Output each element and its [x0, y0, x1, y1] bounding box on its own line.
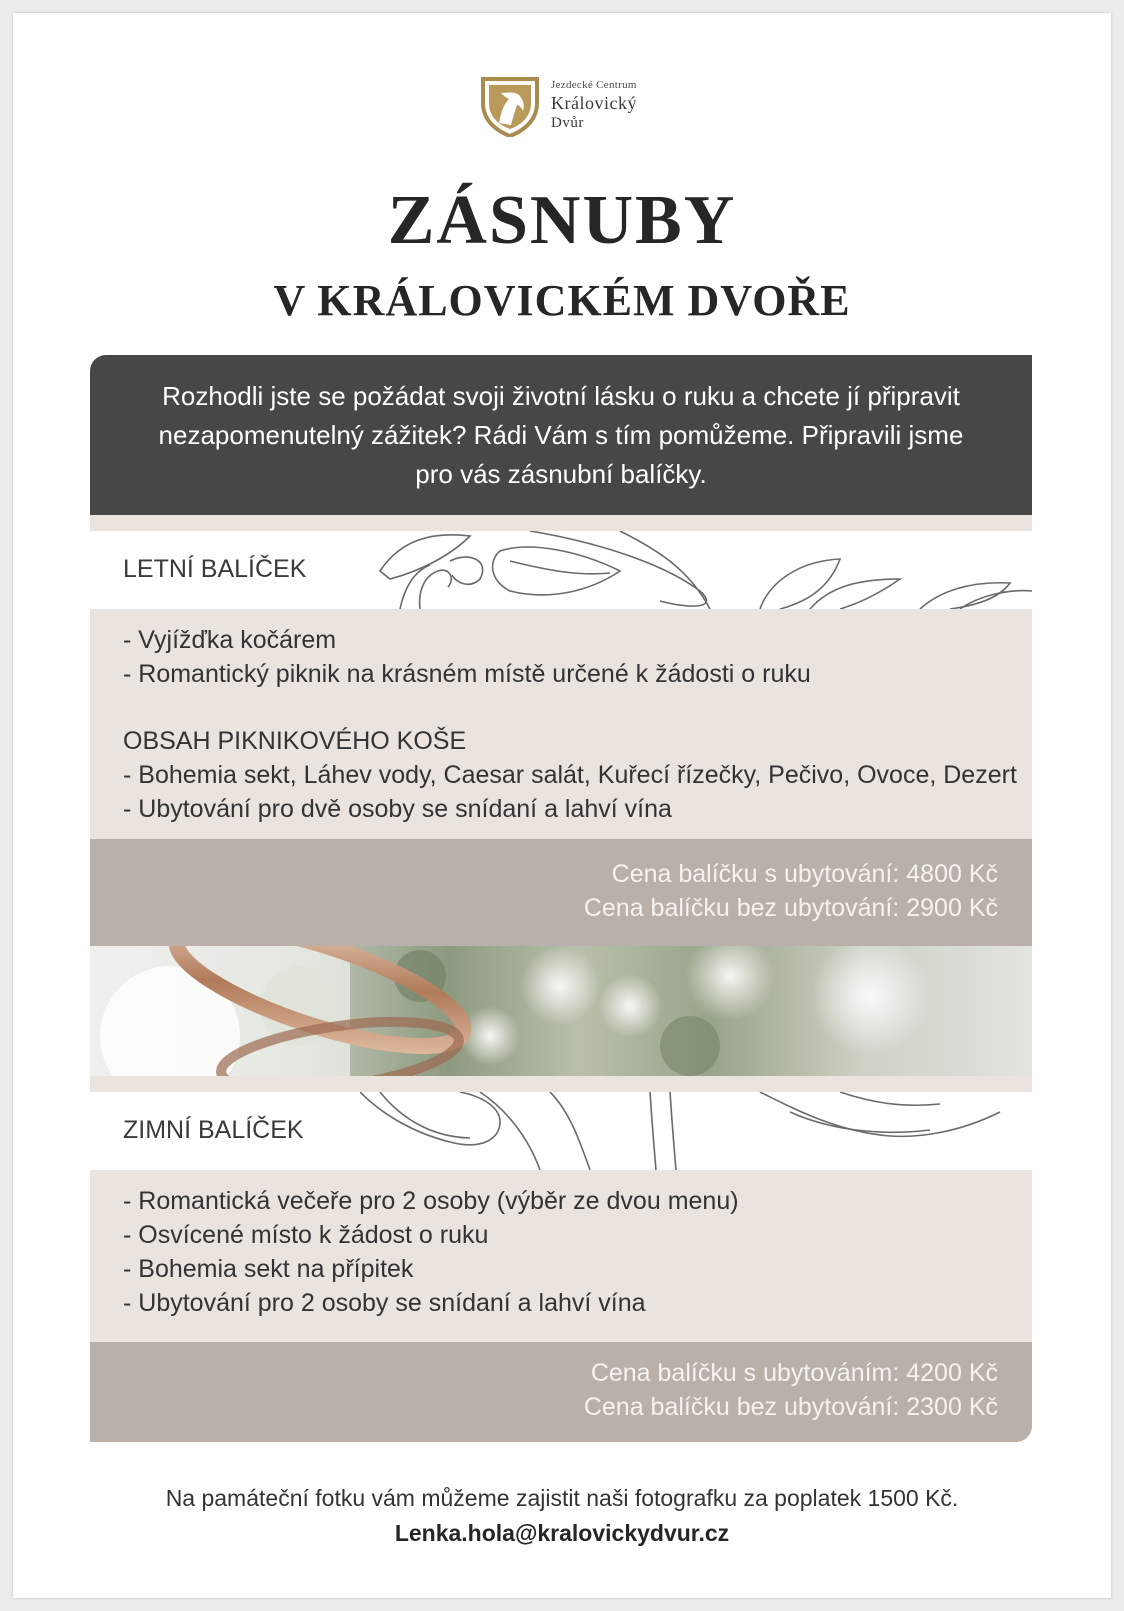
winter-header: [90, 1092, 1032, 1170]
band-spacer: [90, 515, 1032, 531]
floral-sketch-icon: [360, 1092, 1032, 1170]
logo-line-1: Jezdecké Centrum: [551, 79, 637, 91]
winter-package-title: ZIMNÍ BALÍČEK: [123, 1116, 304, 1144]
floral-sketch-icon: [360, 531, 1032, 609]
summer-package-title: LETNÍ BALÍČEK: [123, 555, 307, 583]
winter-items: [123, 1184, 739, 1320]
summer-content: [90, 609, 1032, 839]
list-item: - Osvícené místo k žádost o ruku: [123, 1221, 489, 1249]
list-item: - Romantický piknik na krásném místě určené k žádosti o ruku: [123, 660, 811, 688]
horse-head-shield-icon: [479, 73, 541, 137]
intro-line: Rozhodli jste se požádat svoji životní lásku o ruku a chcete jí připravit: [162, 381, 960, 411]
ring-image: [90, 946, 1032, 1076]
engagement-ring-photo: [90, 946, 1032, 1076]
intro-line: nezapomenutelný zážitek? Rádi Vám s tím pomůžeme. Připravili jsme: [158, 420, 964, 450]
list-item: - Ubytování pro dvě osoby se snídaní a lahví vína: [123, 795, 672, 823]
list-item: - Romantická večeře pro 2 osoby (výběr ze dvou menu): [123, 1187, 739, 1215]
price-with-accommodation: Cena balíčku s ubytováním: 4200 Kč: [590, 1359, 998, 1387]
basket-title: OBSAH PIKNIKOVÉHO KOŠE: [123, 727, 467, 755]
logo-line-3: Dvůr: [551, 115, 584, 131]
list-item: - Bohemia sekt na přípitek: [123, 1255, 414, 1283]
contact-email-link[interactable]: Lenka.hola@kralovickydvur.cz: [394, 1520, 730, 1546]
list-item: - Bohemia sekt, Láhev vody, Caesar salát, Kuřecí řízečky, Pečivo, Ovoce, Dezert: [123, 761, 1017, 789]
list-item: - Vyjížďka kočárem: [123, 626, 337, 654]
list-item: - Ubytování pro 2 osoby se snídaní a lahví vína: [123, 1289, 646, 1317]
intro-line: pro vás zásnubní balíčky.: [415, 459, 707, 489]
winter-prices: [90, 1342, 1032, 1442]
summer-prices: [90, 839, 1032, 946]
summer-header: [90, 531, 1032, 609]
poster-page: [13, 13, 1111, 1598]
page-title: ZÁSNUBY: [387, 182, 737, 259]
logo-line-2: Královický: [551, 93, 637, 113]
page-subtitle: V KRÁLOVICKÉM DVOŘE: [273, 276, 851, 325]
price-without-accommodation: Cena balíčku bez ubytování: 2300 Kč: [583, 1393, 998, 1421]
logo: [479, 73, 699, 139]
basket-list: [123, 724, 1017, 826]
price-without-accommodation: Cena balíčku bez ubytování: 2900 Kč: [583, 894, 998, 922]
photographer-note: Na památeční fotku vám můžeme zajistit naši fotografku za poplatek 1500 Kč.: [165, 1485, 959, 1511]
summer-items: [123, 623, 811, 691]
winter-content: [90, 1170, 1032, 1342]
band-spacer: [90, 1076, 1032, 1092]
price-list: [584, 1356, 998, 1424]
intro-box: [90, 355, 1032, 515]
price-with-accommodation: Cena balíčku s ubytování: 4800 Kč: [611, 860, 998, 888]
price-list: [584, 857, 998, 925]
